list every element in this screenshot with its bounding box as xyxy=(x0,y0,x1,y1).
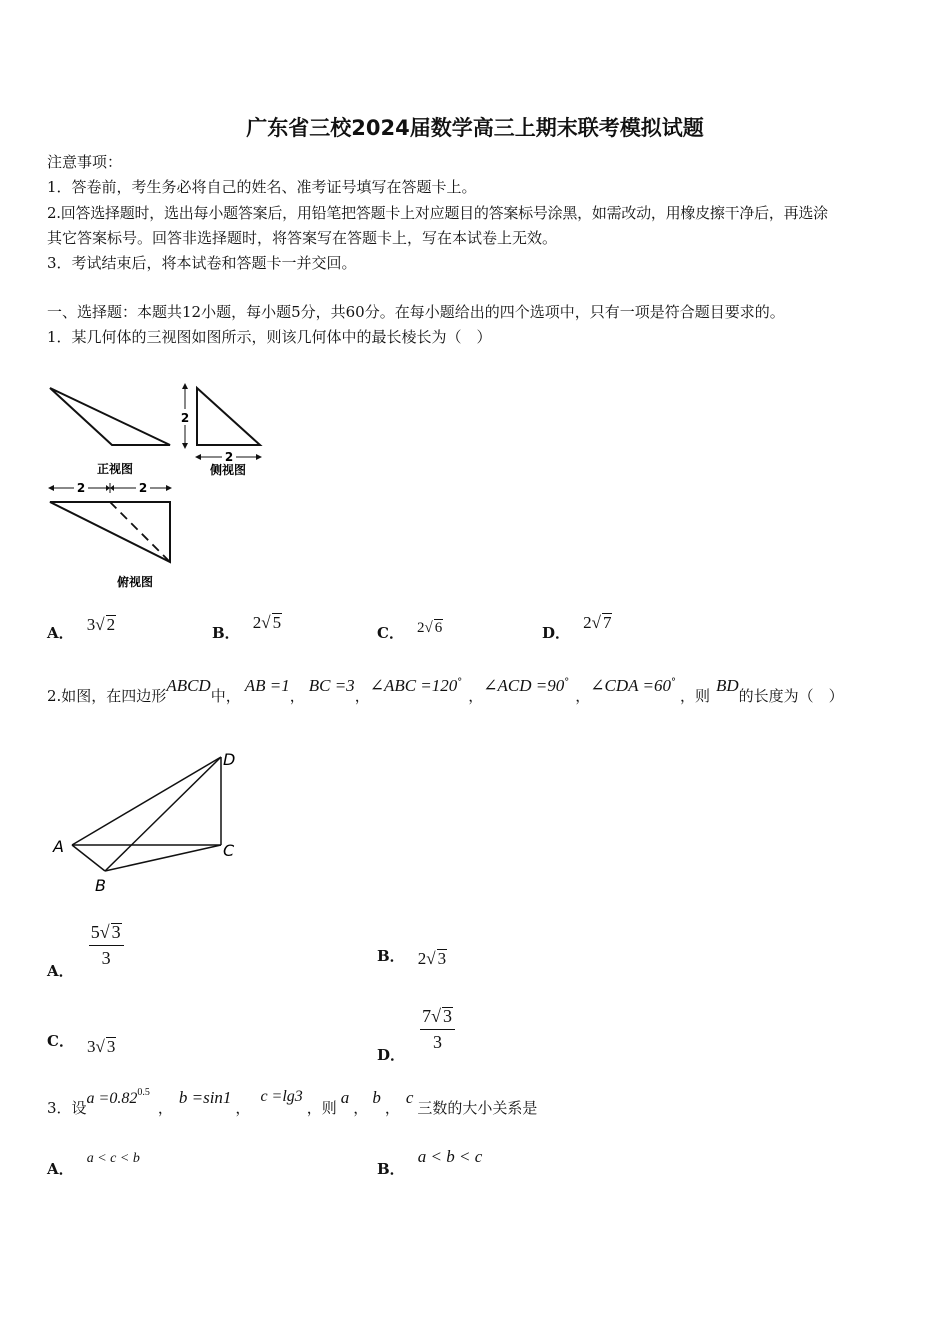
q2-quadrilateral-figure xyxy=(45,745,255,900)
vertex-d: D xyxy=(223,750,236,769)
q2-option-b[interactable] xyxy=(377,945,447,966)
vertex-b: B xyxy=(95,876,106,895)
q1-stem: 1．某几何体的三视图如图所示，则该几何体中的最长棱长为（ ） xyxy=(47,328,492,346)
side-width-dim: 2 xyxy=(224,450,234,464)
q1-option-c-value: 2√ 6 xyxy=(417,620,443,636)
top-dim-left: 2 xyxy=(76,481,86,495)
side-view-shape xyxy=(197,388,260,445)
top-view-shape xyxy=(50,502,170,562)
q2-option-c[interactable] xyxy=(47,1030,116,1056)
q2-option-a-value: $\frac{5√ 3}{3}$ xyxy=(89,922,124,969)
q1-option-d-value: 2√ 7 xyxy=(583,613,612,632)
top-view-label: 俯视图 xyxy=(116,575,154,589)
q1-option-d-label: D． xyxy=(542,624,571,642)
q3-option-b-value: a < b < c xyxy=(417,1147,483,1166)
q2-option-a[interactable] xyxy=(47,922,124,980)
q1-option-c-label: C． xyxy=(377,624,404,642)
q1-option-b[interactable] xyxy=(212,613,282,643)
front-view-label: 正视图 xyxy=(96,462,134,476)
q2-option-d[interactable] xyxy=(377,1006,455,1064)
notice-item-2: 2.回答选择题时，选出每小题答案后，用铅笔把答题卡上对应题目的答案标号涂黑，如需改动，用橡皮擦干净后，再选涂 xyxy=(47,204,828,222)
q1-three-view-figure xyxy=(40,375,280,595)
q2-option-d-label: D． xyxy=(377,1046,406,1064)
side-view-label: 侧视图 xyxy=(209,463,247,477)
q3-option-a[interactable] xyxy=(47,1151,140,1179)
q1-option-a-label: A． xyxy=(47,624,74,642)
q2-option-c-value: 3√ 3 xyxy=(87,1037,116,1056)
q1-option-a-value: 3√ 2 xyxy=(86,615,116,634)
front-view-shape xyxy=(50,388,170,445)
q2-option-a-label: A． xyxy=(47,962,74,980)
q1-option-d[interactable] xyxy=(542,613,612,643)
q1-option-b-label: B． xyxy=(212,624,240,642)
vertex-c: C xyxy=(223,841,235,860)
q2-stem: 2.如图，在四边形ABCD中，AB =1，BC =3，∠ABC =120°，∠ACD =90°，∠CDA =60°，则BD的长度为（ ） xyxy=(47,676,844,705)
q2-option-d-value: $\frac{7√ 3}{3}$ xyxy=(420,1006,455,1053)
notice-item-2-cont: 其它答案标号。回答非选择题时，将答案写在答题卡上，写在本试卷上无效。 xyxy=(47,229,558,247)
q3-option-b[interactable] xyxy=(377,1147,483,1179)
page-title: 广东省三校2024届数学高三上期末联考模拟试题 xyxy=(246,116,704,140)
side-height-dim: 2 xyxy=(180,411,190,425)
q3-option-a-label: A． xyxy=(47,1160,74,1178)
section-heading: 一、选择题：本题共12小题，每小题5分，共60分。在每小题给出的四个选项中，只有一项是符合题目要求的。 xyxy=(47,303,785,321)
q3-option-a-value: a < c < b xyxy=(86,1151,140,1166)
q1-option-c[interactable] xyxy=(377,622,443,643)
top-dim-right: 2 xyxy=(138,481,148,495)
q2-option-b-label: B． xyxy=(377,947,405,965)
q2-option-b-value: 2√ 3 xyxy=(417,949,447,968)
q3-stem: 3．设$a =0.82^{0.5}$，b =sin1，c =lg3，则a，b，c三数的大小关系是 xyxy=(47,1087,538,1117)
notice-item-3: 3．考试结束后，将本试卷和答题卡一并交回。 xyxy=(47,254,357,272)
notice-item-1: 1．答卷前，考生务必将自己的姓名、准考证号填写在答题卡上。 xyxy=(47,178,477,196)
notice-heading: 注意事项： xyxy=(47,153,123,171)
q1-option-a[interactable] xyxy=(47,615,116,643)
q3-option-b-label: B． xyxy=(377,1160,405,1178)
q1-option-b-value: 2√ 5 xyxy=(252,613,282,632)
vertex-a: A xyxy=(53,837,64,856)
q2-option-c-label: C． xyxy=(47,1032,74,1050)
